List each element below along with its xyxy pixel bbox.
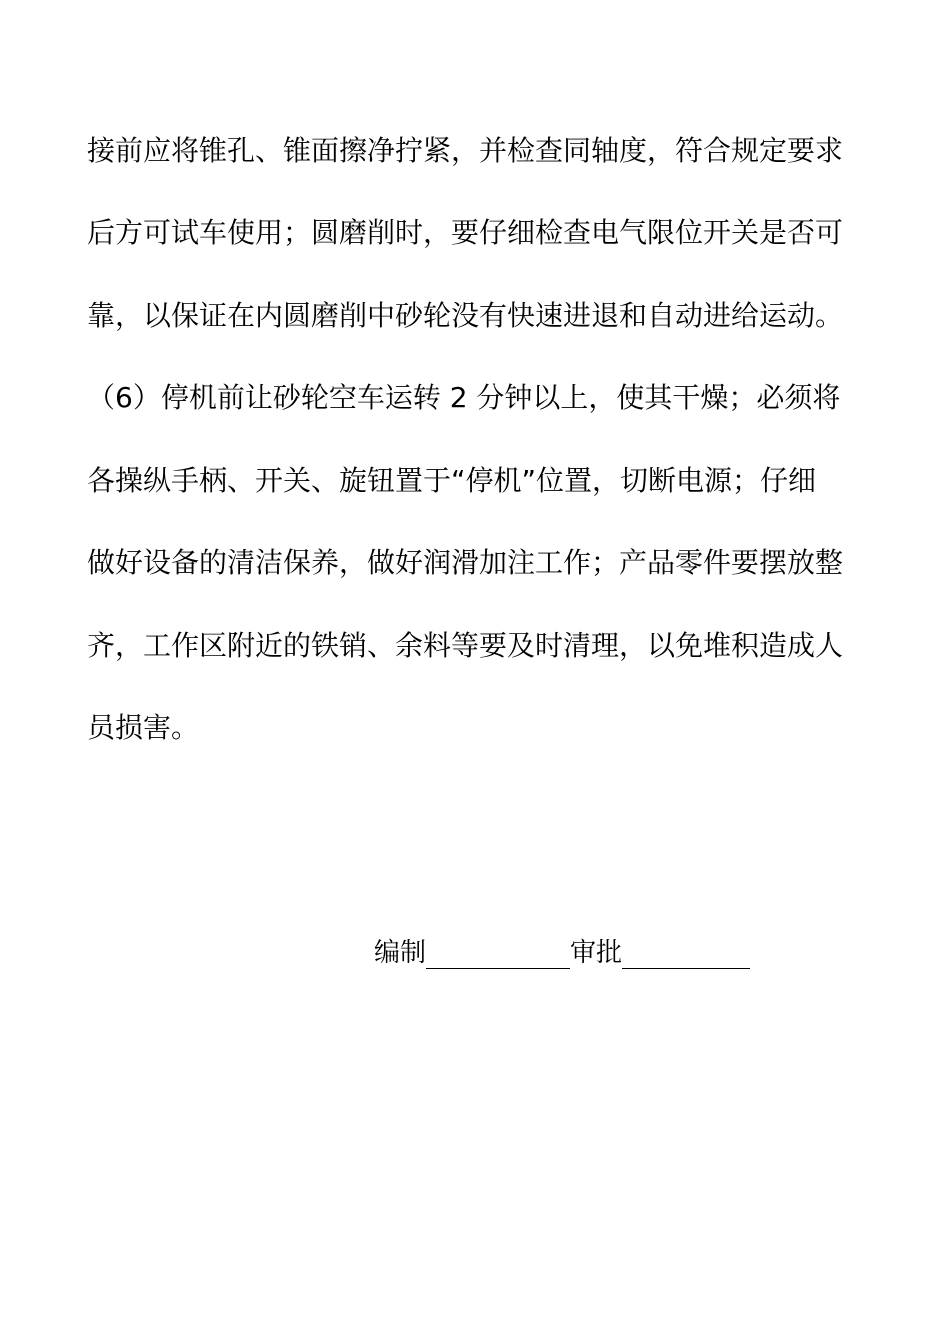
body-text-line: 靠，以保证在内圆磨削中砂轮没有快速进退和自动进给运动。 [87,299,844,332]
body-text-line: （6）停机前让砂轮空车运转 2 分钟以上，使其干燥；必须将 [87,381,841,414]
body-text-line: 做好设备的清洁保养，做好润滑加注工作；产品零件要摆放整 [87,546,844,579]
approve-label: 审批 [570,938,623,968]
signature-block [374,935,750,971]
body-text-line: 接前应将锥孔、锥面擦净拧紧，并检查同轴度，符合规定要求 [87,134,844,167]
body-text-line: 各操纵手柄、开关、旋钮置于“停机”位置，切断电源；仔细 [87,464,817,497]
compile-label: 编制 [374,938,427,968]
body-text-line: 齐，工作区附近的铁销、余料等要及时清理，以免堆积造成人 [87,629,844,662]
approve-signature-blank [622,938,750,969]
body-text-line: 员损害。 [87,711,200,744]
body-text-line: 后方可试车使用；圆磨削时，要仔细检查电气限位开关是否可 [87,216,844,249]
compile-signature-blank [426,938,570,969]
